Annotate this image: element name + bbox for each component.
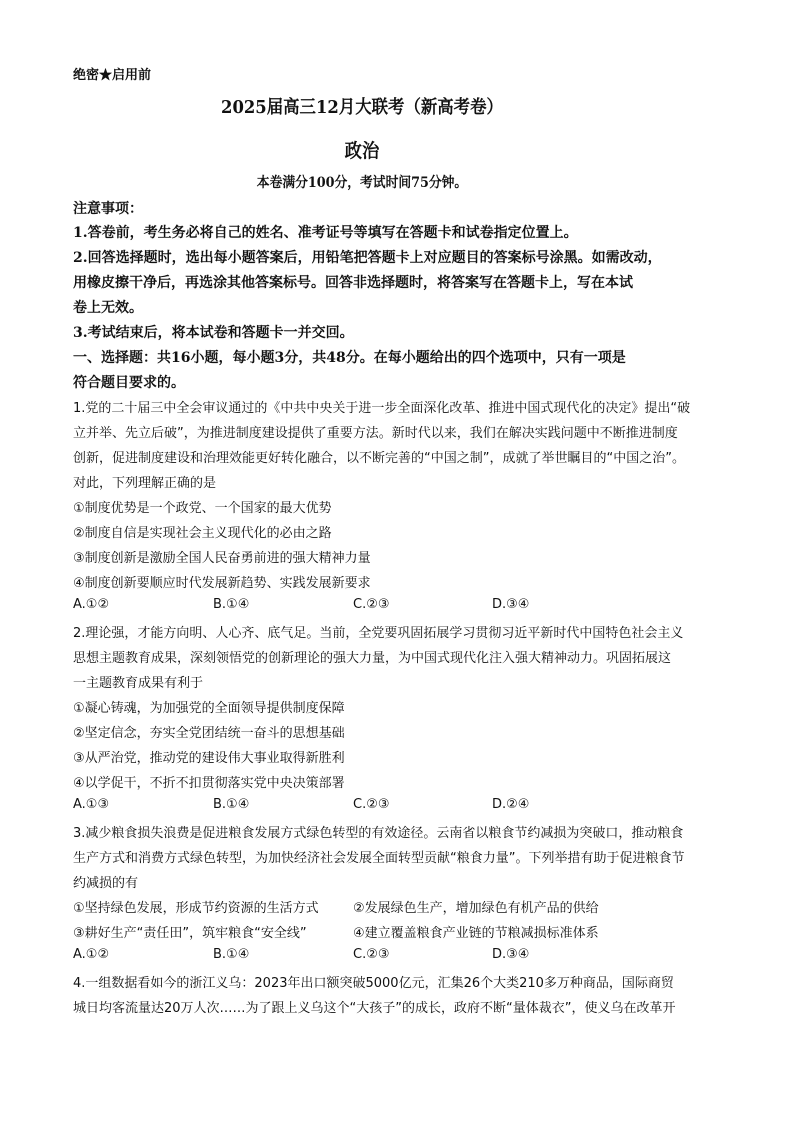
notice-line: 1.答卷前，考生务必将自己的姓名、准考证号等填写在答题卡和试卷指定位置上。 xyxy=(73,225,578,241)
option-c: C.②③ xyxy=(353,597,390,612)
option-a: A.①③ xyxy=(73,797,110,812)
question-2-item: ③从严治党，推动党的建设伟大事业取得新胜利 xyxy=(73,751,345,766)
question-2-item: ②坚定信念，夯实全党团结统一奋斗的思想基础 xyxy=(73,726,345,741)
question-1-item: ④制度创新要顺应时代发展新趋势、实践发展新要求 xyxy=(73,576,371,591)
question-4-stem: 城日均客流量达20万人次……为了跟上义乌这个“大孩子”的成长，政府不断“量体裁衣”，使义乌在改革开 xyxy=(73,1001,676,1016)
question-2-stem: 思想主题教育成果，深刻领悟党的创新理论的强大力量，为中国式现代化注入强大精神动力。巩固拓展这 xyxy=(73,651,672,666)
question-2-stem: 一主题教育成果有利于 xyxy=(73,676,204,691)
exam-info: 本卷满分100分，考试时间75分钟。 xyxy=(256,175,468,191)
exam-title: 2025届高三12月大联考（新高考卷） xyxy=(221,97,503,118)
confidential-label: 绝密★启用前 xyxy=(73,68,152,83)
question-1-item: ①制度优势是一个政党、一个国家的最大优势 xyxy=(73,501,332,516)
question-3-item: ④建立覆盖粮食产业链的节粮减损标准体系 xyxy=(353,926,599,941)
question-3-stem: 生产方式和消费方式绿色转型，为加快经济社会发展全面转型贡献“粮食力量”。下列举措有助于促进粮食节 xyxy=(73,851,685,866)
question-1-item: ③制度创新是激励全国人民奋勇前进的强大精神力量 xyxy=(73,551,371,566)
question-3-stem: 约减损的有 xyxy=(73,876,139,891)
question-3-item: ③耕好生产“责任田”，筑牢粮食“安全线” xyxy=(73,926,307,941)
option-a: A.①② xyxy=(73,947,110,962)
question-4-stem: 4.一组数据看如今的浙江义乌：2023年出口额突破5000亿元，汇集26个大类210多万种商品，国际商贸 xyxy=(73,976,674,991)
notice-line: 2.回答选择题时，选出每小题答案后，用铅笔把答题卡上对应题目的答案标号涂黑。如需改动， xyxy=(73,250,662,266)
option-d: D.②④ xyxy=(492,797,530,812)
question-1-stem: 1.党的二十届三中全会审议通过的《中共中央关于进一步全面深化改革、推进中国式现代化的决定》提出“破 xyxy=(73,401,691,416)
question-3-item: ①坚持绿色发展，形成节约资源的生活方式 xyxy=(73,901,319,916)
question-3-item: ②发展绿色生产，增加绿色有机产品的供给 xyxy=(353,901,599,916)
notice-heading: 注意事项： xyxy=(73,201,143,217)
question-2-stem: 2.理论强，才能方向明、人心齐、底气足。当前，全党要巩固拓展学习贯彻习近平新时代中国特色社会主义 xyxy=(73,626,684,641)
option-c: C.②③ xyxy=(353,797,390,812)
section-heading: 一、选择题：共16小题，每小题3分，共48分。在每小题给出的四个选项中，只有一项是 xyxy=(73,350,626,366)
question-1-stem: 对此，下列理解正确的是 xyxy=(73,476,217,491)
notice-line: 用橡皮擦干净后，再选涂其他答案标号。回答非选择题时，将答案写在答题卡上，写在本试 xyxy=(73,275,633,291)
question-2-item: ①凝心铸魂，为加强党的全面领导提供制度保障 xyxy=(73,701,345,716)
option-b: B.①④ xyxy=(213,597,250,612)
notice-line: 卷上无效。 xyxy=(73,300,143,316)
section-heading: 符合题目要求的。 xyxy=(73,375,185,391)
option-a: A.①② xyxy=(73,597,110,612)
subject-title: 政治 xyxy=(344,140,380,162)
option-b: B.①④ xyxy=(213,947,250,962)
option-d: D.③④ xyxy=(492,947,530,962)
question-2-item: ④以学促干，不折不扣贯彻落实党中央决策部署 xyxy=(73,776,345,791)
option-b: B.①④ xyxy=(213,797,250,812)
notice-line: 3.考试结束后，将本试卷和答题卡一并交回。 xyxy=(73,325,354,341)
option-d: D.③④ xyxy=(492,597,530,612)
option-c: C.②③ xyxy=(353,947,390,962)
question-1-item: ②制度自信是实现社会主义现代化的必由之路 xyxy=(73,526,332,541)
question-3-stem: 3.减少粮食损失浪费是促进粮食发展方式绿色转型的有效途径。云南省以粮食节约减损为突破口，推动粮食 xyxy=(73,826,684,841)
question-1-stem: 立并举、先立后破”，为推进制度建设提供了重要方法。新时代以来，我们在解决实践问题中不断推进制度 xyxy=(73,426,678,441)
question-1-stem: 创新，促进制度建设和治理效能更好转化融合，以不断完善的“中国之制”，成就了举世瞩目的“中国之治”。 xyxy=(73,451,685,466)
